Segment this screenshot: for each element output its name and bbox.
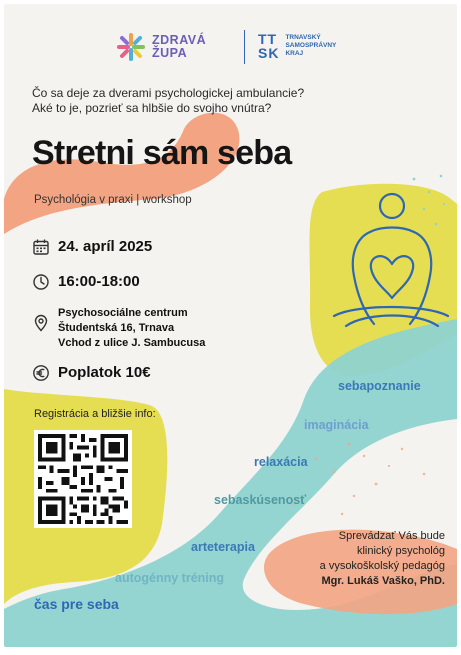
intro-line1: Čo sa deje za dverami psychologickej ambulancie? [32,86,305,100]
zdrava-zupa-asterisk-icon [116,32,146,62]
salmon-blob-top [4,113,239,234]
companion-info [320,529,445,589]
address-row [32,306,205,351]
companion-line1: Sprevádzať Vás bude [338,530,445,542]
logo-left-line2: ŽUPA [152,46,188,60]
location-pin-icon [32,314,50,332]
logo-mark-bottom: SK [258,45,280,61]
subtitle: Psychológia v praxi | workshop [34,194,192,206]
clock-icon [32,273,50,291]
event-address [58,306,205,351]
logo-mark-top: TT [258,31,278,47]
qr-code[interactable] [34,430,132,528]
logo-left-line1: ZDRAVÁ [152,33,207,47]
companion-line3: a vysokoškolský pedagóg [319,560,445,572]
logo-right-line1: TRNAVSKÝ [285,34,321,41]
address-line1: Psychosociálne centrum [58,307,188,319]
euro-coin-icon [32,364,50,382]
logo-right-line3: KRAJ [285,50,304,57]
calendar-icon [32,238,50,256]
keyword-relaxacia: relaxácia [254,455,308,469]
page-title: Stretni sám seba [32,134,292,172]
poster [4,4,457,647]
event-date: 24. apríl 2025 [58,238,153,255]
logo-right-line2: SAMOSPRÁVNY [285,42,337,49]
fee-row [32,364,151,382]
time-row [32,273,140,291]
meditation-figure-icon [326,186,456,336]
event-fee: Poplatok 10€ [58,364,151,381]
intro-text [32,86,304,116]
logo-divider [244,30,245,64]
address-line2: Študentská 16, Trnava [58,322,175,334]
registration-label: Registrácia a bližšie info: [34,408,156,420]
keyword-arteterapia: arteterapia [191,540,255,554]
keyword-imaginacia: imaginácia [304,418,369,432]
keyword-sebapoznanie: sebapoznanie [338,379,421,393]
companion-name: Mgr. Lukáš Vaško, PhD. [321,575,445,587]
event-time: 16:00-18:00 [58,273,140,290]
companion-line2: klinický psychológ [356,545,445,557]
keyword-cas-pre-seba: čas pre seba [34,596,119,612]
date-row [32,238,152,256]
address-line3: Vchod z ulice J. Sambucusa [58,337,206,349]
keyword-sebaskusenost: sebaskúsenosť [214,493,307,507]
keyword-autogenny-trening: autogénny tréning [115,571,225,585]
ttsk-logo [258,32,336,60]
zdrava-zupa-logo [116,32,206,62]
intro-line2: Aké to je, pozrieť sa hlbšie do svojho vnútra? [32,101,272,115]
